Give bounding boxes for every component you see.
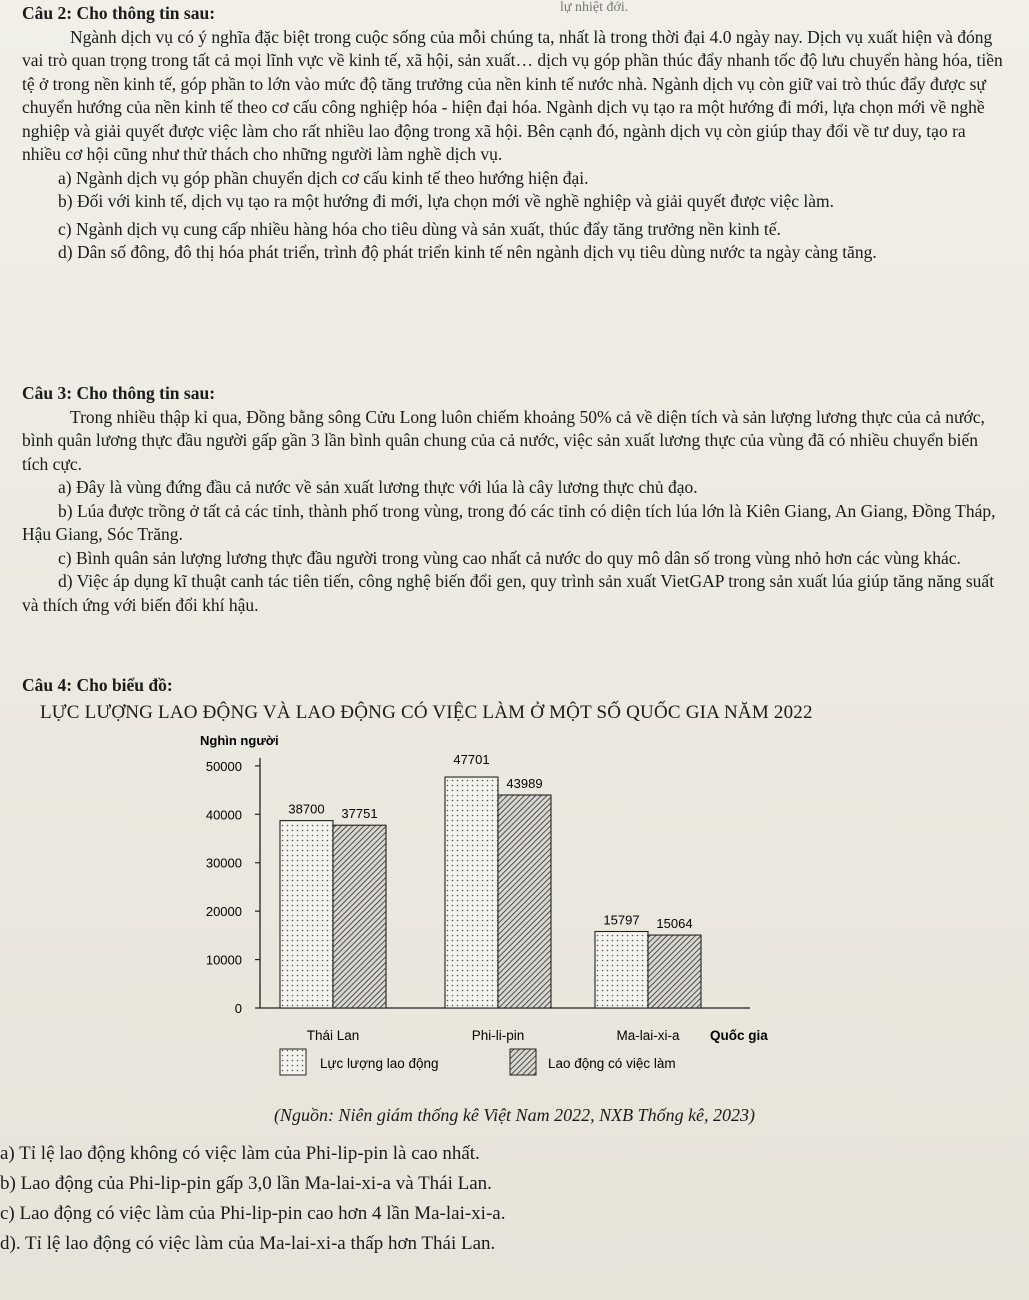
question-3-option-a: a) Đây là vùng đứng đầu cả nước về sản xuất lương thực với lúa là cây lương thực chủ đạo. [58,477,698,497]
y-tick-label: 20000 [205,904,242,920]
bar-chart-svg [150,728,810,1098]
question-3-option-b: b) Lúa được trồng ở tất cả các tỉnh, thành phố trong vùng, trong đó các tỉnh có diện tích lúa lớn là Kiên Giang, An Giang, Đồng Tháp, Hậu Giang, Sóc Trăng. [22,500,996,544]
question-2-title: Câu 2: Cho thông tin sau: [22,3,216,23]
question-2-option-a: a) Ngành dịch vụ góp phần chuyển dịch cơ cấu kinh tế theo hướng hiện đại. [58,167,589,188]
question-2-paragraph: Ngành dịch vụ có ý nghĩa đặc biệt trong cuộc sống của mỗi chúng ta, nhất là trong thời đại 4.0 ngày nay. Dịch vụ xuất hiện và đóng vai trò quan trọng trong tất cả mọi lĩnh vực về kinh tế, xã hội, sản xuất… dịch vụ góp phần thúc đẩy nhanh tốc độ lưu chuyển hàng hóa, tiền tệ ở trong nền kinh tế, góp phần to lớn vào mức độ tăng trưởng của nền kinh tế nước nhà. Ngành dịch vụ còn giữ vai trò thúc đẩy được sự chuyển hướng của nền kinh tế theo cơ cấu công nghiệp hóa - hiện đại hóa. Ngành dịch vụ tạo ra một hướng đi mới, lựa chọn mới về nghề nghiệp và giải quyết được việc làm cho rất nhiều lao động trong xã hội. Bên cạnh đó, ngành dịch vụ còn giúp thay đổi về tư duy, tạo ra nhiều cơ hội cũng như thử thách cho những người làm nghề dịch vụ. [22,26,1003,164]
question-4-answer-c: c) Lao động có việc làm của Phi-lip-pin cao hơn 4 lần Ma-lai-xi-a. [0,1203,506,1224]
y-axis-label: Nghìn người [200,733,279,748]
bar-value-label: 47701 [453,752,490,768]
question-4-answer-a: a) Tỉ lệ lao động không có việc làm của Phi-lip-pin là cao nhất. [0,1143,480,1164]
legend-label: Lao động có việc làm [548,1056,676,1071]
chart-source: (Nguồn: Niên giám thống kê Việt Nam 2022, NXB Thống kê, 2023) [273,1105,756,1125]
bar-dotted [445,777,498,1008]
question-3-paragraph: Trong nhiều thập kỉ qua, Đồng bằng sông Cửu Long luôn chiếm khoảng 50% cả về diện tích và sản lượng lương thực của cả nước, bình quân lương thực đầu người gấp gần 3 lần bình quân chung của cả nước, việc sản xuất lương thực của vùng đã có nhiều chuyển biến tích cực. [22,406,985,474]
bar-hatched [648,935,701,1008]
question-2-option-c: c) Ngành dịch vụ cung cấp nhiều hàng hóa cho tiêu dùng và sản xuất, thúc đẩy tăng trưởng nền kinh tế. [58,218,781,239]
question-3-option-c: c) Bình quân sản lượng lương thực đầu người trong vùng cao nhất cả nước do quy mô dân số trong vùng nhỏ hơn các vùng khác. [58,547,961,568]
question-4-answer-b: b) Lao động của Phi-lip-pin gấp 3,0 lần Ma-lai-xi-a và Thái Lan. [0,1173,492,1194]
y-tick-label: 30000 [205,855,242,871]
bar-value-label: 43989 [506,776,543,792]
x-category-label: Thái Lan [306,1028,360,1043]
y-tick-label: 0 [234,1001,242,1016]
y-tick-label: 40000 [205,807,242,823]
x-category-label: Phi-li-pin [471,1028,525,1043]
y-tick-label: 50000 [205,758,242,774]
bar-value-label: 38700 [288,801,325,817]
bar-hatched [498,795,551,1008]
bar-dotted [595,932,648,1008]
question-3-title: Câu 3: Cho thông tin sau: [22,383,216,403]
question-2-option-b: b) Đối với kinh tế, dịch vụ tạo ra một hướng đi mới, lựa chọn mới về nghề nghiệp và giải quyết được việc làm. [58,191,835,211]
bar-value-label: 15064 [656,916,693,932]
bar-hatched [333,825,386,1008]
legend-label: Lực lượng lao động [320,1056,439,1071]
question-4-answers [0,1139,1020,1259]
question-3 [22,382,1007,617]
question-4-title: Câu 4: Cho biểu đồ: [22,675,173,695]
header-note: lự nhiệt đới. [560,0,629,15]
bar-dotted [280,821,333,1008]
legend-swatch-hatched [510,1049,536,1075]
question-3-option-d: d) Việc áp dụng kĩ thuật canh tác tiên tiến, công nghệ biến đổi gen, quy trình sản xuất VietGAP trong sản xuất lúa giúp tăng năng suất và thích ứng với biến đổi khí hậu. [22,571,995,615]
question-2 [22,2,1007,265]
question-2-option-d: d) Dân số đông, đô thị hóa phát triển, trình độ phát triển kinh tế nên ngành dịch vụ tiêu dùng nước ta ngày càng tăng. [58,242,877,262]
question-4 [22,674,1007,698]
question-4-answer-d: d). Tỉ lệ lao động có việc làm của Ma-lai-xi-a thấp hơn Thái Lan. [0,1233,496,1254]
chart-title: LỰC LƯỢNG LAO ĐỘNG VÀ LAO ĐỘNG CÓ VIỆC LÀM Ở MỘT SỐ QUỐC GIA NĂM 2022 [40,702,813,723]
bar-value-label: 15797 [603,912,640,928]
y-tick-label: 10000 [205,952,242,968]
bar-chart [150,728,810,1103]
legend-swatch-dotted [280,1049,306,1075]
bar-value-label: 37751 [341,806,378,822]
x-axis-label: Quốc gia [710,1028,768,1043]
x-category-label: Ma-lai-xi-a [616,1028,680,1043]
